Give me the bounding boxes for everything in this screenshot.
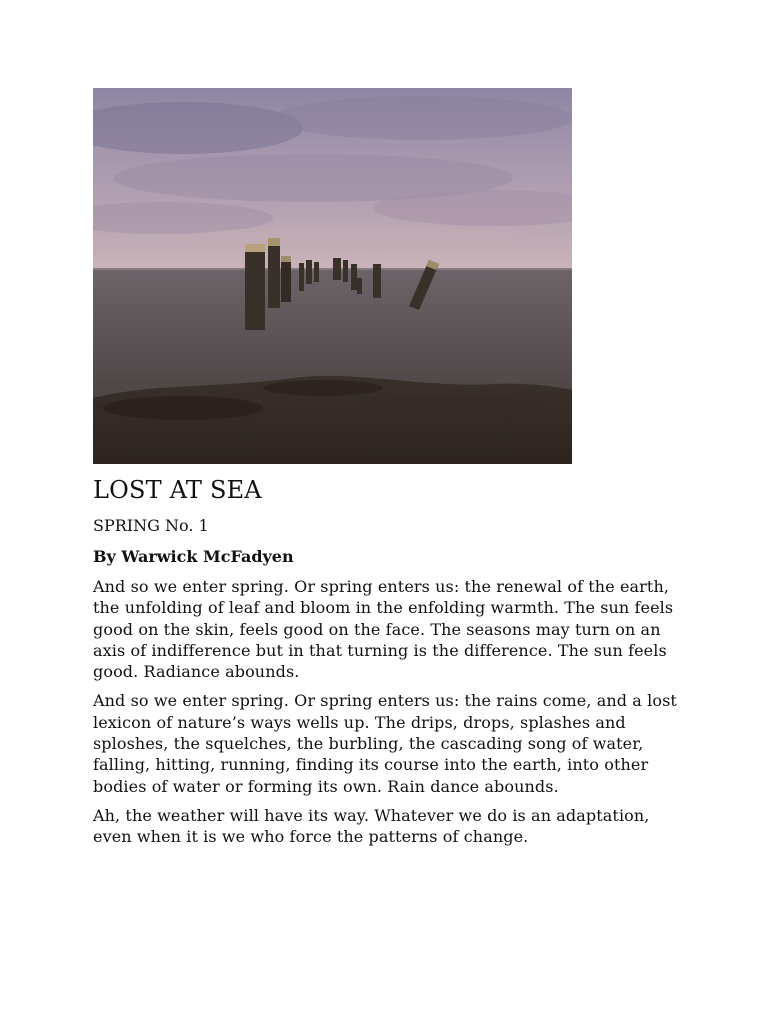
document-page <box>93 88 683 848</box>
body-paragraph: And so we enter spring. Or spring enters us: the rains come, and a lost lexicon of nature’s ways wells up. The drips, drops, splashes and sploshes, the squelches, the burbling, the cascading song of water, falling, hitting, running, finding its course into the earth, into other bodies of water or forming its own. Rain dance abounds. <box>93 691 677 796</box>
author-byline: By Warwick McFadyen <box>93 547 294 566</box>
document-subtitle: SPRING No. 1 <box>93 516 209 535</box>
sea-pilings-photo <box>93 88 572 464</box>
body-paragraph: And so we enter spring. Or spring enters us: the renewal of the earth, the unfolding of leaf and bloom in the enfolding warmth. The sun feels good on the skin, feels good on the face. The seasons may turn on an axis of indifference but in that turning is the difference. The sun feels good. Radiance abounds. <box>93 577 674 682</box>
body-paragraph: Ah, the weather will have its way. Whatever we do is an adaptation, even when it is we who force the patterns of change. <box>93 805 650 847</box>
document-title: LOST AT SEA <box>93 476 262 504</box>
